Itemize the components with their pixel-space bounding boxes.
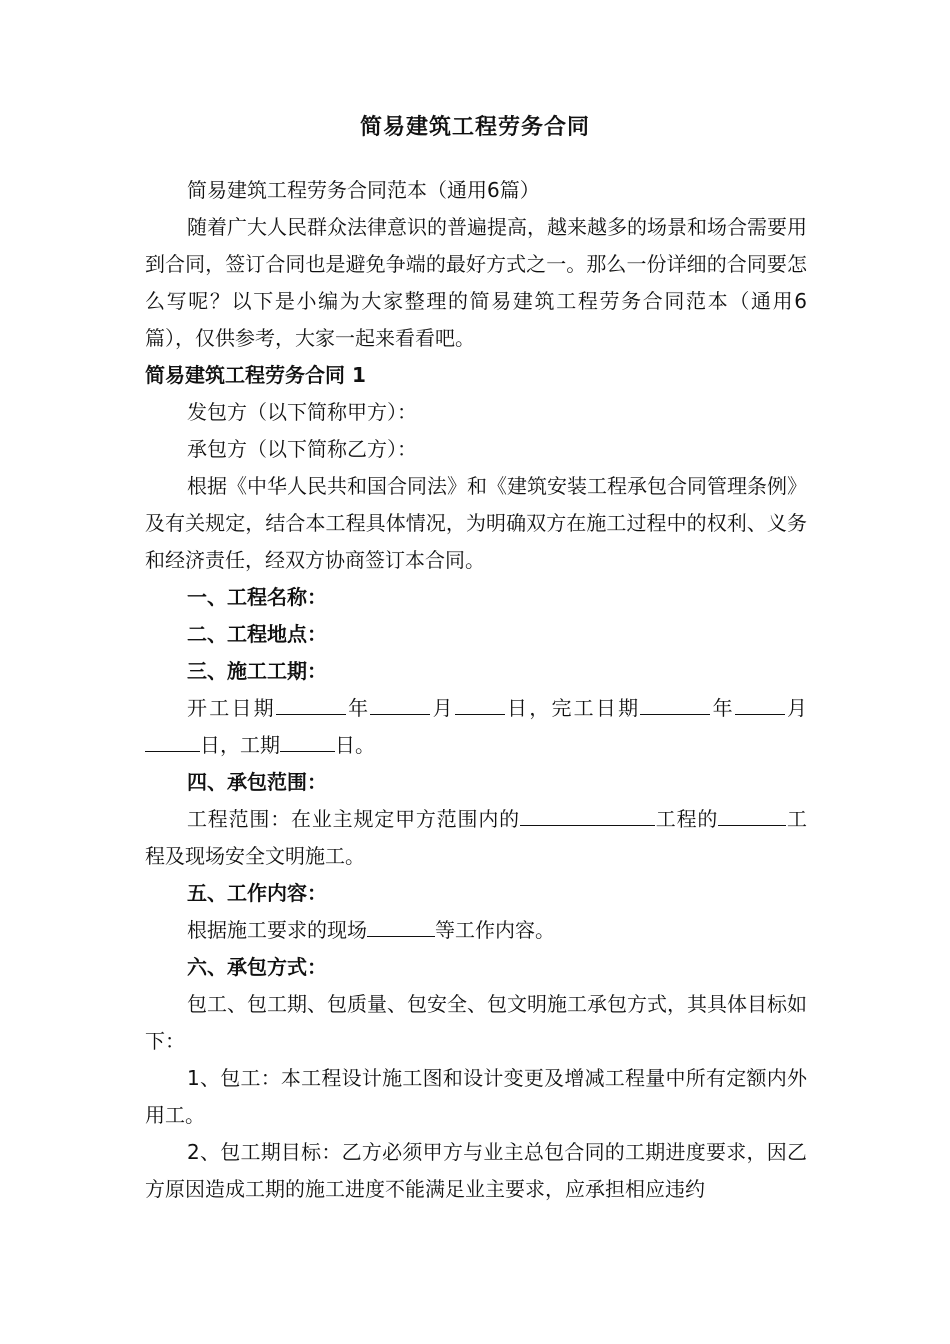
blank-field — [145, 729, 200, 752]
preamble-paragraph: 根据《中华人民共和国合同法》和《建筑安装工程承包合同管理条例》及有关规定，结合本工程具体情况，为明确双方在施工过程中的权利、义务和经济责任，经双方协商签订本合同。 — [145, 474, 807, 572]
blank-field — [276, 692, 346, 715]
dates-paragraph — [145, 690, 807, 764]
work-prefix: 根据施工要求的现场 — [187, 918, 367, 942]
work-paragraph — [145, 912, 807, 949]
blank-field — [280, 729, 335, 752]
clause-heading-1: 一、工程名称： — [187, 585, 327, 609]
duration-label: 日，工期 — [200, 733, 280, 757]
document-subtitle: 简易建筑工程劳务合同范本（通用6篇） — [187, 178, 540, 202]
blank-field — [367, 914, 435, 937]
party-a-line: 发包方（以下简称甲方）： — [187, 400, 417, 424]
month-label: 月 — [430, 696, 455, 720]
section-heading: 简易建筑工程劳务合同 1 — [145, 363, 366, 387]
scope-paragraph — [145, 801, 807, 875]
sub-item-1: 1、包工：本工程设计施工图和设计变更及增减工程量中所有定额内外用工。 — [145, 1066, 807, 1127]
work-suffix: 等工作内容。 — [435, 918, 555, 942]
clause-heading-4: 四、承包范围： — [187, 770, 327, 794]
month-label: 月 — [784, 696, 808, 720]
scope-mid: 工程的 — [654, 807, 719, 831]
blank-field — [520, 803, 655, 826]
days-end-label: 日。 — [335, 733, 375, 757]
start-date-label: 开工日期 — [187, 696, 276, 720]
scope-prefix: 工程范围：在业主规定甲方范围内的 — [187, 807, 520, 831]
party-b-line: 承包方（以下简称乙方）： — [187, 437, 417, 461]
end-date-label: 日，完工日期 — [504, 696, 641, 720]
blank-field — [735, 692, 785, 715]
year-label: 年 — [710, 696, 735, 720]
intro-paragraph: 随着广大人民群众法律意识的普遍提高，越来越多的场景和场合需要用到合同，签订合同也是避免争端的最好方式之一。那么一份详细的合同要怎么写呢？以下是小编为大家整理的简易建筑工程劳务合同范本（通用6篇），仅供参考，大家一起来看看吧。 — [145, 215, 807, 350]
scope-suffix: 工程及现场安全文明施工。 — [145, 807, 808, 868]
blank-field — [455, 692, 505, 715]
blank-field — [370, 692, 430, 715]
year-label: 年 — [345, 696, 371, 720]
clause-heading-6: 六、承包方式： — [187, 955, 327, 979]
document-title: 简易建筑工程劳务合同 — [359, 115, 590, 140]
clause-heading-5: 五、工作内容： — [187, 881, 327, 905]
sub-item-2: 2、包工期目标：乙方必须甲方与业主总包合同的工期进度要求，因乙方原因造成工期的施工进度不能满足业主要求，应承担相应违约 — [145, 1140, 807, 1201]
blank-field — [640, 692, 710, 715]
method-paragraph: 包工、包工期、包质量、包安全、包文明施工承包方式，其具体目标如下： — [145, 992, 807, 1053]
document-body — [145, 172, 807, 1208]
blank-field — [718, 803, 786, 826]
clause-heading-3: 三、施工工期： — [187, 659, 327, 683]
clause-heading-2: 二、工程地点： — [187, 622, 327, 646]
